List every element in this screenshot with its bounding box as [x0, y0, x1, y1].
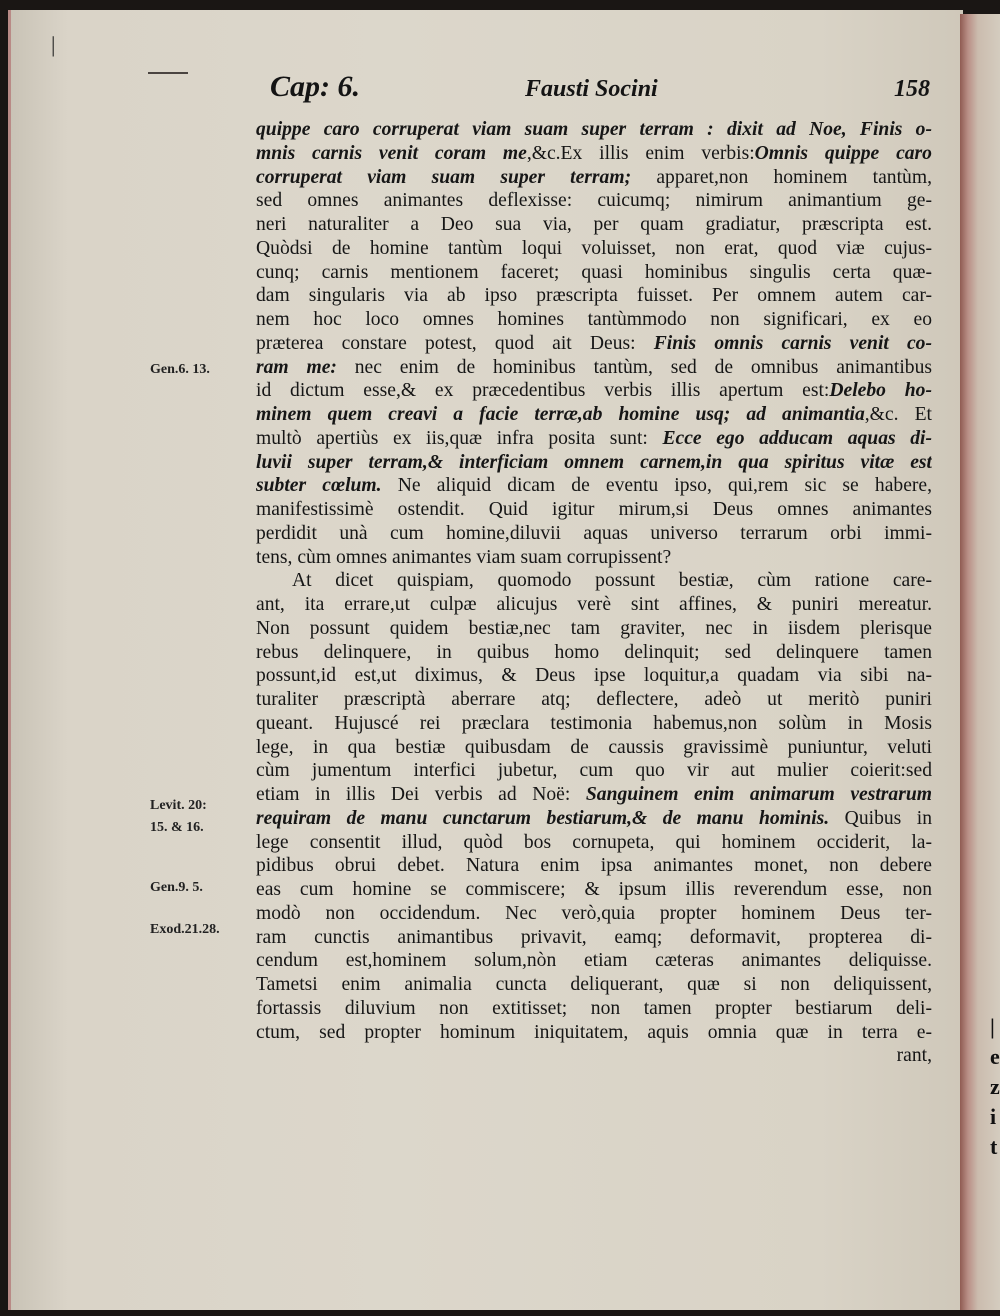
- roman-text: cendum est,hominem solum,nòn etiam cæteras animantes deliquisse.: [256, 950, 932, 972]
- margin-note: Gen.6. 13.: [150, 362, 210, 377]
- italic-text: Finis o-: [859, 119, 932, 140]
- text-line: [256, 332, 932, 356]
- text-line: [256, 997, 932, 1021]
- roman-text: cùm jumentum interfici jubetur, cum quo vir aut mulier coierit:sed: [256, 760, 932, 782]
- roman-text: Ne aliquid dicam de eventu ipso, qui,rem sic se habere,: [381, 475, 932, 497]
- text-line: [256, 759, 932, 783]
- roman-text: multò apertiùs ex iis,quæ infra posita sunt:: [256, 427, 663, 449]
- text-line: [256, 593, 932, 617]
- roman-text: nec enim de hominibus tantùm, sed de omnibus animantibus: [336, 356, 932, 378]
- roman-text: At dicet quispiam, quomodo possunt bestiæ, cùm ratione care-: [292, 570, 932, 592]
- roman-text: neri naturaliter a Deo sua via, per quam gradiatur, præscripta est.: [256, 214, 932, 235]
- roman-text: sed omnes animantes deflexisse: cuicumq; nimirum animantium ge-: [256, 190, 932, 212]
- roman-text: Non possunt quidem bestiæ,nec tam graviter, nec in iisdem plerisque: [256, 617, 932, 639]
- text-line: [256, 118, 932, 142]
- roman-text: præterea constare potest, quod ait Deus:: [256, 332, 654, 354]
- facing-page-fragment: z: [990, 1074, 1000, 1099]
- text-line: [256, 546, 932, 570]
- roman-text: cunq; carnis mentionem faceret; quasi hominibus singulis certa quæ-: [256, 261, 932, 283]
- roman-text: manifestissimè ostendit. Quid igitur mirum,si Deus omnes animantes: [256, 499, 932, 520]
- text-line: [256, 1044, 932, 1068]
- text-line: [256, 926, 932, 950]
- roman-text: dam singularis via ab ipso præscripta fuisset. Per omnem autem car-: [256, 285, 932, 307]
- roman-text: rebus delinquere, in quibus homo delinquit; sed delinquere tamen: [256, 641, 932, 663]
- text-line: [256, 712, 932, 736]
- text-line: [256, 973, 932, 997]
- text-line: [256, 569, 932, 593]
- text-line: [256, 498, 932, 522]
- roman-text: nem hoc loco omnes homines tantùmmodo non significari, ex eo: [256, 309, 932, 330]
- italic-text: corruperat viam suam super terram;: [256, 166, 632, 188]
- text-line: [256, 736, 932, 760]
- facing-page-fragment: |: [990, 1014, 995, 1039]
- italic-text: quippe caro corruperat viam suam super terram : dixit ad Noe,: [256, 119, 860, 140]
- text-line: [256, 237, 932, 261]
- roman-text: ,&c.Ex illis enim verbis:: [526, 142, 755, 164]
- running-header: [270, 70, 930, 114]
- roman-text: ant, ita errare,ut culpæ alicujus verè sint affines, & puniri mereatur.: [256, 594, 932, 615]
- text-line: [256, 878, 932, 902]
- text-line: [256, 379, 932, 403]
- roman-text: lege consentit illud, quòd bos cornupeta, qui hominem occiderit, la-: [256, 831, 932, 853]
- text-line: [256, 783, 932, 807]
- roman-text: ctum, sed propter hominum iniquitatem, aquis omnia quæ in terra e-: [256, 1021, 932, 1043]
- text-line: [256, 641, 932, 665]
- body-text: [256, 118, 932, 1068]
- roman-text: fortassis diluvium non extitisset; non tamen propter bestiarum deli-: [256, 997, 932, 1019]
- italic-text: Omnis quippe caro: [754, 142, 932, 164]
- roman-text: modò non occidendum. Nec verò,quia propter hominem Deus ter-: [256, 902, 932, 924]
- text-line: [256, 308, 932, 332]
- text-line: [256, 688, 932, 712]
- text-line: [256, 356, 932, 380]
- roman-text: lege, in qua bestiæ quibusdam de caussis gravissimè puniuntur, veluti: [256, 736, 932, 758]
- roman-text: Quibus in: [829, 807, 932, 829]
- text-line: [256, 427, 932, 451]
- roman-text: ,&c. Et: [864, 404, 932, 425]
- roman-text: turaliter præscriptà aberrare atq; deflectere, adeò ut meritò puniri: [256, 689, 932, 710]
- margin-rule: [148, 72, 188, 74]
- margin-note: Exod.21.28.: [150, 922, 220, 937]
- facing-page-fragment: i: [990, 1104, 997, 1129]
- text-line: [256, 831, 932, 855]
- margin-note: Levit. 20:: [150, 798, 207, 813]
- text-line: [256, 902, 932, 926]
- roman-text: eas cum homine se commiscere; & ipsum illis reverendum esse, non: [256, 879, 932, 900]
- margin-note: 15. & 16.: [150, 820, 204, 835]
- roman-text: tens, cùm omnes animantes viam suam corrupissent?: [256, 546, 672, 568]
- italic-text: Finis omnis carnis venit co-: [653, 332, 932, 354]
- text-line: [256, 166, 932, 190]
- chapter-label: Cap: 6.: [270, 70, 360, 103]
- text-line: [256, 189, 932, 213]
- text-line: [256, 949, 932, 973]
- roman-text: perdidit unà cum homine,diluvii aquas universo terrarum orbi immi-: [256, 522, 932, 544]
- text-line: [256, 1021, 932, 1045]
- italic-text: minem quem creavi a facie terræ,ab homine usq; ad animantia: [256, 404, 865, 425]
- text-line: [256, 474, 932, 498]
- facing-page-fragment: t: [990, 1134, 998, 1159]
- facing-page-edge: [960, 14, 1000, 1310]
- margin-note: Gen.9. 5.: [150, 880, 203, 895]
- text-line: [256, 522, 932, 546]
- roman-text: pidibus obrui debet. Natura enim ipsa animantes monet, non debere: [256, 855, 932, 877]
- text-line: [256, 403, 932, 427]
- text-line: [256, 617, 932, 641]
- italic-text: requiram de manu cunctarum bestiarum,& de manu hominis.: [256, 807, 830, 829]
- text-line: [256, 664, 932, 688]
- italic-text: ram me:: [256, 356, 337, 378]
- text-line: [256, 261, 932, 285]
- text-line: [256, 854, 932, 878]
- text-line: [256, 807, 932, 831]
- italic-text: mnis carnis venit coram me: [256, 142, 527, 164]
- roman-text: Quòdsi de homine tantùm loqui voluisset, non erat, quod viæ cujus-: [256, 237, 932, 259]
- roman-text: id dictum esse,& ex præcedentibus verbis illis apertum est:: [256, 380, 830, 402]
- roman-text: ram cunctis animantibus privavit, eamq; deformavit, propterea di-: [256, 926, 932, 948]
- italic-text: Sanguinem enim animarum vestrarum: [585, 784, 932, 805]
- italic-text: Delebo ho-: [829, 380, 932, 402]
- author-title: Fausti Socini: [525, 76, 658, 102]
- page-number: 158: [894, 76, 930, 102]
- roman-text: possunt,id est,ut diximus, & Deus ipse loquitur,a quadam via sibi na-: [256, 665, 932, 687]
- text-line: [256, 451, 932, 475]
- text-line: [256, 284, 932, 308]
- facing-page-fragment: e: [990, 1044, 1000, 1069]
- roman-text: etiam in illis Dei verbis ad Noë:: [256, 784, 586, 805]
- roman-text: rant,: [896, 1045, 932, 1067]
- roman-text: apparet,non hominem tantùm,: [631, 166, 932, 188]
- text-line: [256, 213, 932, 237]
- italic-text: Ecce ego adducam aquas di-: [662, 427, 932, 449]
- text-line: [256, 142, 932, 166]
- gutter-mark: |: [51, 32, 56, 57]
- roman-text: queant. Hujuscé rei præclara testimonia habemus,non solùm in Mosis: [256, 712, 932, 734]
- roman-text: Tametsi enim animalia cuncta deliquerant, quæ si non deliquissent,: [256, 974, 932, 995]
- italic-text: luvii super terram,& interficiam omnem carnem,in qua spiritus vitæ est: [256, 451, 932, 473]
- italic-text: subter cœlum.: [256, 475, 382, 497]
